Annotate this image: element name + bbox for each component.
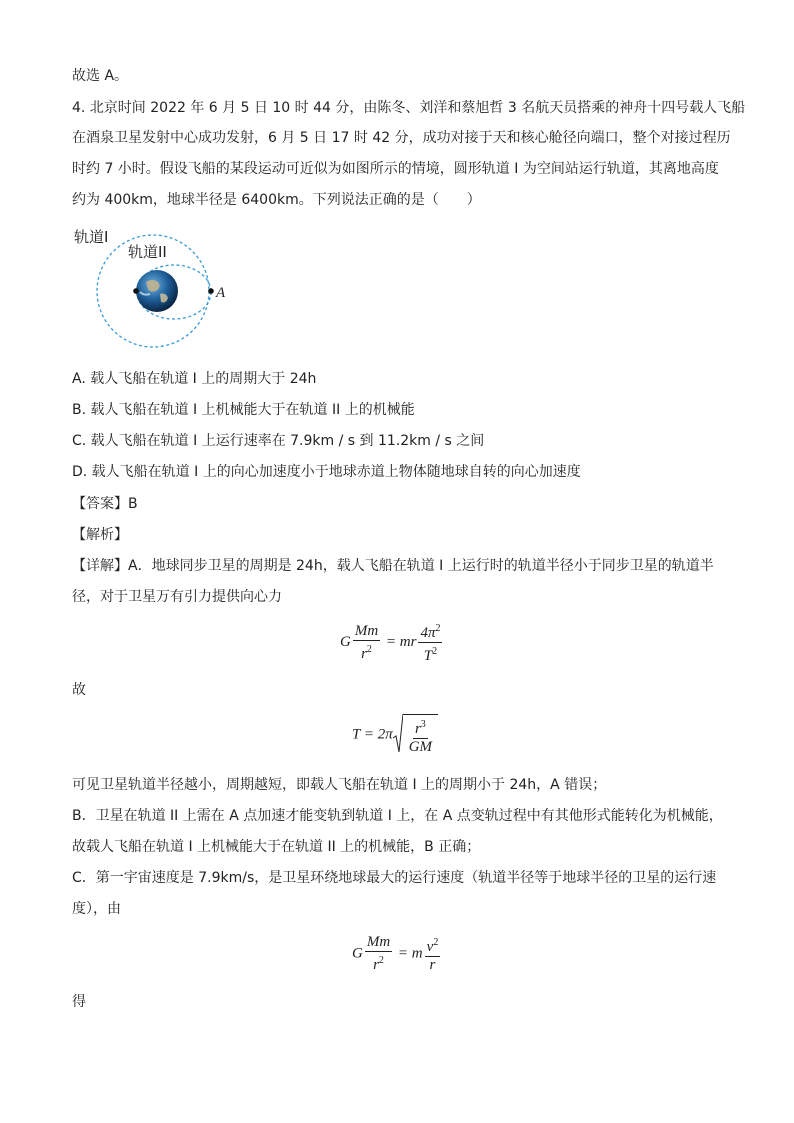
formula-symbol: G <box>340 633 351 650</box>
formula-denominator: r <box>373 957 379 973</box>
formula-symbol: T = 2π <box>352 726 393 743</box>
question-text: 约为 400km，地球半径是 6400km。下列说法正确的是（ ） <box>72 192 481 208</box>
formula-velocity: G $\frac{Mm}{r^2}$ = m $\frac{v^2}{r}$ <box>352 934 439 973</box>
formula-denominator: r <box>429 957 436 973</box>
detail-text: 径，对于卫星万有引力提供向心力 <box>72 589 282 605</box>
point-a <box>208 288 214 294</box>
formula-denominator: T <box>423 648 433 664</box>
text-line: 故选 A。 <box>72 68 129 84</box>
text-line: 得 <box>72 994 86 1010</box>
detail-text: 【详解】A．地球同步卫星的周期是 24h，载人飞船在轨道 I 上运行时的轨道半径小于同步卫星的轨道半 <box>72 558 714 574</box>
detail-text: 度），由 <box>72 901 121 917</box>
question-text: 4. 北京时间 2022 年 6 月 5 日 10 时 44 分，由陈冬、刘洋和蔡旭哲 3 名航天员搭乘的神舟十四号载人飞船 <box>72 100 746 116</box>
analysis-heading: 【解析】 <box>72 527 128 543</box>
formula-numerator: Mm <box>354 622 379 639</box>
point-a-label: A <box>216 285 226 301</box>
option-b: B. 载人飞船在轨道 I 上机械能大于在轨道 II 上的机械能 <box>72 402 415 418</box>
formula-gravity-period: G $\frac{Mm}{r^2}$ = mr $\frac{4\pi^2}{T^2}$ <box>340 620 444 665</box>
question-text: 在酒泉卫星发射中心成功发射，6 月 5 日 17 时 42 分，成功对接于天和核心舱径向端口，整个对接过程历 <box>72 130 731 146</box>
detail-text: 可见卫星轨道半径越小，周期越短，即载人飞船在轨道 I 上的周期小于 24h，A 错误； <box>72 777 607 793</box>
formula-numerator: Mm <box>366 934 391 950</box>
formula-symbol: = mr <box>385 633 417 650</box>
detail-text: C．第一宇宙速度是 7.9km/s，是卫星环绕地球最大的运行速度（轨道半径等于地球半径的卫星的运行速 <box>72 870 717 886</box>
question-text: 时约 7 小时。假设飞船的某段运动可近似为如图所示的情境，圆形轨道 I 为空间站运行轨道，其离地高度 <box>72 161 719 177</box>
formula-denominator: GM <box>408 739 433 755</box>
detail-text: 故载人飞船在轨道 I 上机械能大于在轨道 II 上的机械能，B 正确； <box>72 839 481 855</box>
orbit2-label: 轨道II <box>128 243 167 261</box>
formula-denominator: r <box>361 645 367 662</box>
formula-period: T = 2π $\frac{r^3}{GM}$ <box>352 714 438 756</box>
formula-symbol: = m <box>397 945 423 962</box>
option-a: A. 载人飞船在轨道 I 上的周期大于 24h <box>72 371 317 387</box>
detail-text: B．卫星在轨道 II 上需在 A 点加速才能变轨到轨道 I 上，在 A 点变轨过程中有其他形式能转化为机械能， <box>72 808 723 824</box>
option-c: C. 载人飞船在轨道 I 上运行速率在 7.9km / s 到 11.2km / s 之间 <box>72 433 485 449</box>
option-d: D. 载人飞船在轨道 I 上的向心加速度小于地球赤道上物体随地球自转的向心加速度 <box>72 464 581 480</box>
formula-numerator: 4π <box>420 625 436 641</box>
formula-numerator: v <box>426 939 434 955</box>
orbit-diagram <box>70 222 240 357</box>
orbit1-label: 轨道I <box>74 228 109 246</box>
formula-symbol: G <box>352 945 363 962</box>
text-line: 故 <box>72 682 86 698</box>
point-left <box>133 288 139 294</box>
earth-icon <box>136 270 178 312</box>
formula-numerator: r <box>414 721 421 737</box>
answer: 【答案】B <box>72 496 138 512</box>
